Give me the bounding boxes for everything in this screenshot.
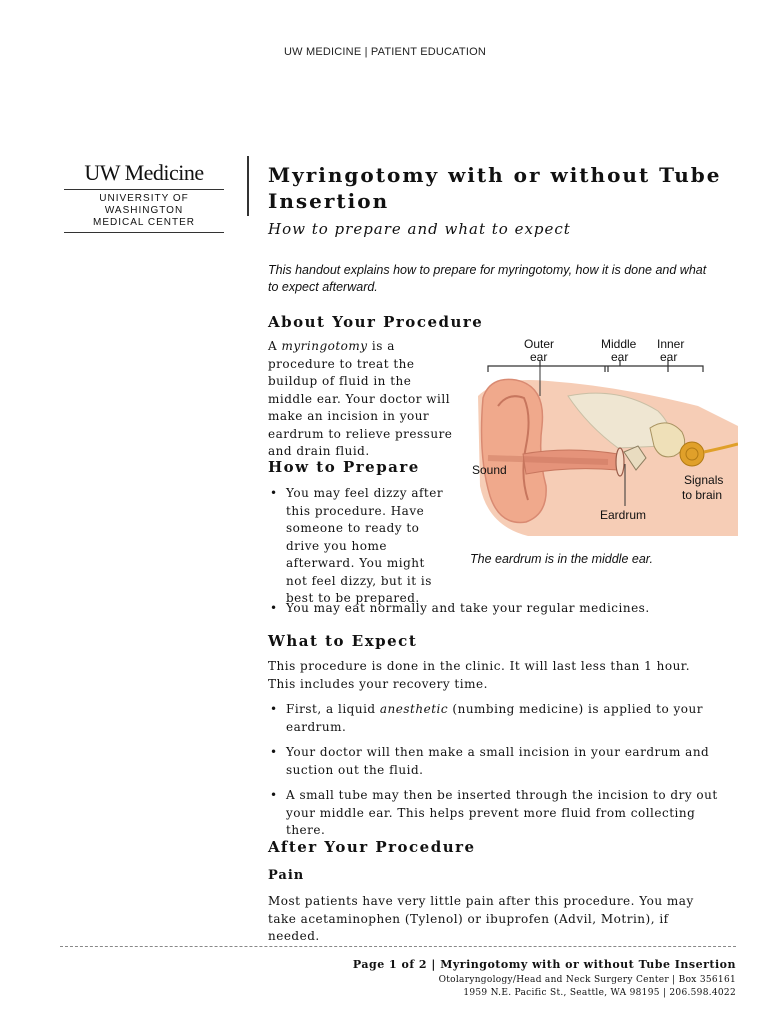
diagram-bracket-ticks — [540, 360, 668, 366]
label-signals-1: Signals — [684, 473, 724, 487]
about-rest: is a procedure to treat the buildup of fluid in the middle ear. Your doctor will make an incision in your eardrum to relieve pressure and drain fluid. — [268, 339, 453, 458]
label-middle-ear-1: Middle — [601, 337, 637, 351]
intro-text: This handout explains how to prepare for myringotomy, how it is done and what to expect afterward. — [268, 263, 707, 294]
about-lead: A — [268, 339, 282, 353]
about-heading: About Your Procedure — [268, 313, 484, 331]
expect-paragraph: This procedure is done in the clinic. It will last less than 1 hour. This includes your recovery time. — [268, 659, 691, 691]
prepare-list — [268, 485, 450, 608]
after-heading: After Your Procedure — [268, 838, 476, 856]
label-outer-ear-1: Outer — [524, 337, 555, 351]
logo-line2: MEDICAL CENTER — [93, 217, 195, 228]
pain-subheading: Pain — [268, 868, 305, 883]
expect-bullet-1 — [268, 701, 720, 736]
label-outer-ear-2: ear — [530, 350, 548, 364]
footer-department: Otolaryngology/Head and Neck Surgery Center | Box 356161 — [438, 975, 736, 985]
prepare-bullet-2: • You may eat normally and take your regular medicines. — [268, 600, 728, 618]
logo-line1: UNIVERSITY OF WASHINGTON — [99, 193, 189, 216]
page-title: Myringotomy with or without Tube Insertion — [268, 163, 722, 213]
footer-address: 1959 N.E. Pacific St., Seattle, WA 98195 | 206.598.4022 — [463, 988, 736, 998]
page-subtitle: How to prepare and what to expect — [268, 220, 571, 238]
header-text: UW MEDICINE | PATIENT EDUCATION — [284, 46, 486, 58]
label-signals-2: to brain — [682, 488, 723, 502]
footer — [353, 958, 736, 1000]
label-eardrum: Eardrum — [600, 508, 647, 522]
sound-wave — [488, 458, 608, 462]
prepare-heading: How to Prepare — [268, 458, 420, 476]
label-middle-ear-2: ear — [611, 350, 629, 364]
ear-diagram — [468, 336, 738, 536]
after-paragraph: Most patients have very little pain after this procedure. You may take acetaminophen (Tylenol) or ibuprofen (Advil, Motrin), if needed. — [268, 894, 694, 943]
uw-medicine-logo — [64, 160, 224, 236]
expect-b1-lead: First, a liquid — [286, 702, 380, 716]
expect-heading: What to Expect — [268, 632, 418, 650]
cochlea — [680, 442, 704, 466]
expect-b1-term: anesthetic — [379, 702, 449, 716]
logo-rule — [64, 189, 224, 190]
diagram-brackets — [488, 366, 703, 372]
prepare-list-2 — [268, 600, 728, 618]
outer-ear — [482, 379, 547, 522]
title-divider — [247, 156, 249, 216]
label-inner-ear-2: ear — [660, 350, 678, 364]
about-paragraph — [268, 338, 460, 461]
prepare-bullet-1: • You may feel dizzy after this procedure. Have someone to ready to drive you home afterward. You might not feel dizzy, but it is best to be prepared. — [268, 485, 450, 608]
label-sound: Sound — [472, 463, 507, 477]
footer-divider — [60, 946, 736, 947]
expect-list — [268, 701, 720, 840]
diagram-caption: The eardrum is in the middle ear. — [470, 552, 653, 566]
label-inner-ear-1: Inner — [657, 337, 685, 351]
about-term: myringotomy — [281, 339, 368, 353]
eardrum-shape — [616, 448, 624, 476]
expect-bullet-2: • Your doctor will then make a small incision in your eardrum and suction out the fluid. — [268, 744, 720, 779]
logo-brand: UW Medicine — [84, 160, 204, 185]
logo-rule-bottom — [64, 232, 224, 233]
footer-page-line: Page 1 of 2 | Myringotomy with or without Tube Insertion — [352, 958, 736, 971]
expect-bullet-3: • A small tube may then be inserted through the incision to dry out your middle ear. This helps prevent more fluid from collecting there. — [268, 787, 720, 840]
expect-b1-rest: (numbing medicine) is applied to your eardrum. — [286, 702, 703, 734]
